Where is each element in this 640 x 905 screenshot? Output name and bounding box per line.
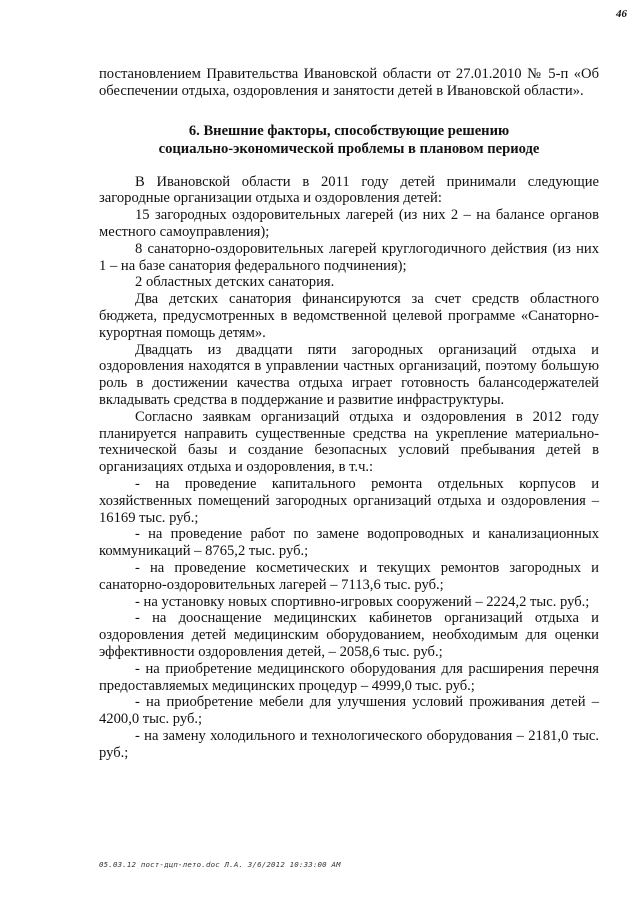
paragraph-3: 8 санаторно-оздоровительных лагерей круглогодичного действия (из них 1 – на базе санатория федерального подчинения); (99, 240, 599, 274)
spacer (99, 100, 599, 122)
paragraph-1: В Ивановской области в 2011 году детей принимали следующие загородные организации отдыха и оздоровления детей: (99, 173, 599, 207)
paragraph-5: Два детских санатория финансируются за счет средств областного бюджета, предусмотренных в ведомственной целевой программе «Санаторно-курортная помощь детям». (99, 291, 599, 341)
list-item: - на приобретение мебели для улучшения условий проживания детей – 4200,0 тыс. руб.; (99, 694, 599, 728)
list-item: - на установку новых спортивно-игровых сооружений – 2224,2 тыс. руб.; (135, 593, 590, 610)
paragraph-2: 15 загородных оздоровительных лагерей (из них 2 – на балансе органов местного самоуправления); (99, 207, 599, 240)
section-heading (99, 122, 599, 158)
paragraph-4: 2 областных детских санатория. (135, 274, 335, 291)
list-item: - на проведение работ по замене водопроводных и канализационных коммуникаций – 8765,2 тыс. руб.; (99, 526, 599, 560)
list-item: - на проведение капитального ремонта отдельных корпусов и хозяйственных помещений загородных организаций отдыха и оздоровления – 16169 тыс. руб.; (99, 475, 599, 526)
list-item: - на приобретение медицинского оборудования для расширения перечня предоставляемых медицинских процедур – 4999,0 тыс. руб.; (99, 660, 599, 694)
section-title-line-2: социально-экономической проблемы в плановом периоде (158, 140, 540, 157)
paragraph-7: Согласно заявкам организаций отдыха и оздоровления в 2012 году планируется направить существенные средства на укрепление материально-технической базы и создание безопасных условий пребывания детей в организациях отдыха и оздоровления, в т.ч.: (99, 408, 599, 476)
intro-paragraph: постановлением Правительства Ивановской области от 27.01.2010 № 5-п «Об обеспечении отдыха, оздоровления и занятости детей в Ивановской области». (99, 66, 599, 99)
page-number: 46 (616, 8, 627, 20)
section-title-line-1: 6. Внешние факторы, способствующие решению (188, 122, 510, 139)
list-item: - на проведение косметических и текущих ремонтов загородных и санаторно-оздоровительных лагерей – 7113,6 тыс. руб.; (99, 559, 599, 593)
document-footer: 05.03.12 пост-дцп-лето.doc Л.А. 3/6/2012 10:33:00 AM (99, 860, 341, 869)
document-body (99, 66, 599, 761)
spacer (99, 158, 599, 174)
paragraph-6: Двадцать из двадцати пяти загородных организаций отдыха и оздоровления находятся в управлении частных организаций, поэтому большую роль в достижении качества отдыха играет готовность балансодержателей вкладывать средства в поддержание и развитие инфраструктуры. (99, 341, 599, 408)
list-item: - на дооснащение медицинских кабинетов организаций отдыха и оздоровления детей медицинским оборудованием, необходимым для оценки эффективности оздоровления детей, – 2058,6 тыс. руб.; (99, 610, 599, 660)
list-item: - на замену холодильного и технологического оборудования – 2181,0 тыс. руб.; (99, 727, 599, 761)
